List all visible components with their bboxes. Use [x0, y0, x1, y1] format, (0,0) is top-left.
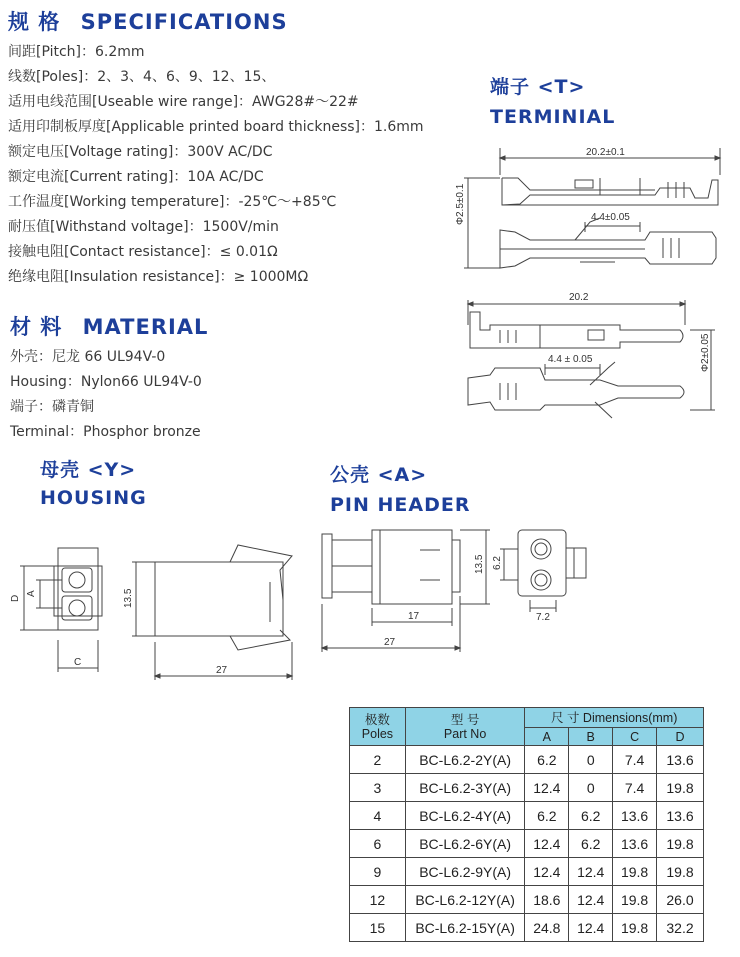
cell-d: 13.6	[657, 802, 704, 830]
cell-poles: 3	[350, 774, 406, 802]
pin-header-inner-label: 17	[408, 611, 420, 622]
cell-d: 19.8	[657, 830, 704, 858]
housing-d-label: D	[10, 594, 21, 602]
cell-b: 6.2	[569, 802, 613, 830]
table-row	[350, 858, 704, 886]
cell-d: 13.6	[657, 746, 704, 774]
spec-voltage: 额定电压[Voltage rating]：300V AC/DC	[8, 144, 273, 160]
female-length-label: 20.2±0.1	[586, 147, 625, 158]
terminal-title-en: TERMINIAL	[490, 106, 616, 128]
col-a-header: A	[525, 728, 569, 746]
cell-poles: 12	[350, 886, 406, 914]
cell-c: 7.4	[613, 774, 657, 802]
cell-a: 24.8	[525, 914, 569, 942]
material-terminal-cn: 端子：磷青铜	[10, 399, 94, 415]
material-title-cn: 材 料	[10, 315, 63, 339]
housing-length-label: 27	[216, 665, 228, 676]
female-diameter-label: Φ2.5±0.1	[455, 183, 466, 225]
table-row	[350, 802, 704, 830]
cell-b: 12.4	[569, 886, 613, 914]
pin-header-width-label: 7.2	[536, 612, 550, 623]
housing-title-en: HOUSING	[40, 487, 147, 509]
material-title	[10, 311, 208, 341]
specs-title	[8, 6, 288, 36]
poles-header	[350, 708, 406, 746]
pin-header-height-label: 13.5	[474, 554, 485, 574]
dimensions-header: 尺 寸 Dimensions(mm)	[525, 708, 704, 728]
spec-poles: 线数[Poles]：2、3、4、6、9、12、15、	[8, 69, 276, 85]
cell-a: 12.4	[525, 774, 569, 802]
cell-c: 19.8	[613, 886, 657, 914]
male-pitch-label: 4.4 ± 0.05	[548, 354, 593, 365]
spec-insulation-resistance: 绝缘电阻[Insulation resistance]：≥ 1000MΩ	[8, 269, 309, 285]
cell-a: 6.2	[525, 802, 569, 830]
spec-withstand-voltage: 耐压值[Withstand voltage]：1500V/min	[8, 219, 279, 235]
cell-c: 13.6	[613, 830, 657, 858]
cell-part: BC-L6.2-2Y(A)	[405, 746, 525, 774]
spec-contact-resistance: 接触电阻[Contact resistance]：≤ 0.01Ω	[8, 244, 278, 260]
col-d-header: D	[657, 728, 704, 746]
male-diameter-label: Φ2±0.05	[700, 333, 711, 372]
cell-c: 7.4	[613, 746, 657, 774]
spec-current: 额定电流[Current rating]：10A AC/DC	[8, 169, 264, 185]
part-header	[405, 708, 525, 746]
col-c-header: C	[613, 728, 657, 746]
cell-d: 19.8	[657, 858, 704, 886]
material-terminal-en: Terminal：Phosphor bronze	[10, 424, 201, 440]
cell-b: 0	[569, 746, 613, 774]
spec-pitch: 间距[Pitch]：6.2mm	[8, 44, 145, 60]
terminal-title-cn: 端子 <T>	[490, 76, 586, 98]
female-pitch-label: 4.4±0.05	[591, 212, 630, 223]
female-terminal-drawing	[464, 148, 720, 418]
cell-c: 19.8	[613, 858, 657, 886]
pin-header-length-label: 27	[384, 637, 396, 648]
housing-a-label: A	[26, 590, 37, 597]
cell-part: BC-L6.2-9Y(A)	[405, 858, 525, 886]
cell-b: 6.2	[569, 830, 613, 858]
pin-header-title-en: PIN HEADER	[330, 494, 471, 516]
part-header-cn: 型 号	[450, 712, 480, 727]
cell-poles: 15	[350, 914, 406, 942]
male-length-label: 20.2	[569, 292, 589, 303]
poles-header-cn: 极数	[364, 712, 390, 727]
cell-part: BC-L6.2-4Y(A)	[405, 802, 525, 830]
housing-c-label: C	[74, 657, 82, 668]
cell-a: 18.6	[525, 886, 569, 914]
cell-a: 6.2	[525, 746, 569, 774]
table-row	[350, 774, 704, 802]
cell-b: 12.4	[569, 858, 613, 886]
cell-d: 32.2	[657, 914, 704, 942]
table-row	[350, 914, 704, 942]
material-housing-en: Housing：Nylon66 UL94V-0	[10, 374, 202, 390]
specs-title-en: SPECIFICATIONS	[80, 10, 288, 34]
material-title-en: MATERIAL	[82, 315, 209, 339]
cell-part: BC-L6.2-3Y(A)	[405, 774, 525, 802]
cell-a: 12.4	[525, 858, 569, 886]
cell-poles: 6	[350, 830, 406, 858]
cell-b: 12.4	[569, 914, 613, 942]
cell-part: BC-L6.2-15Y(A)	[405, 914, 525, 942]
spec-board-thickness: 适用印制板厚度[Applicable printed board thickness]：1.6mm	[8, 119, 424, 135]
cell-poles: 4	[350, 802, 406, 830]
cell-part: BC-L6.2-12Y(A)	[405, 886, 525, 914]
housing-height-label: 13.5	[123, 588, 134, 608]
cell-part: BC-L6.2-6Y(A)	[405, 830, 525, 858]
cell-b: 0	[569, 774, 613, 802]
cell-a: 12.4	[525, 830, 569, 858]
cell-c: 19.8	[613, 914, 657, 942]
specs-title-cn: 规 格	[8, 10, 61, 34]
table-row	[350, 886, 704, 914]
pin-header-title-cn: 公壳 <A>	[330, 464, 428, 486]
spec-wire-range: 适用电线范围[Useable wire range]：AWG28#～22#	[8, 94, 359, 110]
cell-d: 19.8	[657, 774, 704, 802]
poles-header-en: Poles	[361, 726, 394, 741]
spec-temperature: 工作温度[Working temperature]：-25℃～+85℃	[8, 194, 337, 210]
cell-poles: 2	[350, 746, 406, 774]
table-row	[350, 746, 704, 774]
material-housing-cn: 外壳：尼龙 66 UL94V-0	[10, 349, 166, 365]
cell-c: 13.6	[613, 802, 657, 830]
housing-title-cn: 母壳 <Y>	[40, 459, 137, 481]
cell-d: 26.0	[657, 886, 704, 914]
cell-poles: 9	[350, 858, 406, 886]
dimensions-table	[349, 707, 704, 942]
table-row	[350, 830, 704, 858]
pin-header-pitch-label: 6.2	[492, 556, 503, 570]
col-b-header: B	[569, 728, 613, 746]
part-header-en: Part No	[443, 726, 487, 741]
